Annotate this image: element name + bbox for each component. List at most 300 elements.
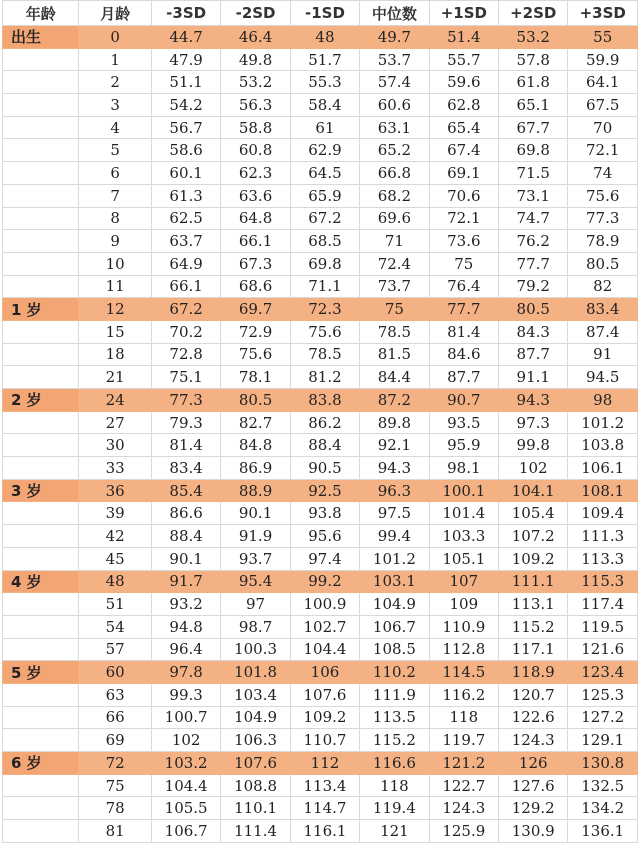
minus3sd-cell: 93.2 [151, 593, 220, 616]
minus3sd-cell: 66.1 [151, 275, 220, 298]
plus1sd-cell: 122.7 [429, 774, 498, 797]
minus3sd-cell: 61.3 [151, 184, 220, 207]
minus1sd-cell: 93.8 [290, 502, 359, 525]
plus2sd-cell: 61.8 [499, 71, 568, 94]
plus2sd-cell: 105.4 [499, 502, 568, 525]
plus2sd-cell: 84.3 [499, 320, 568, 343]
minus3sd-cell: 91.7 [151, 570, 220, 593]
plus2sd-cell: 69.8 [499, 139, 568, 162]
plus2sd-cell: 122.6 [499, 706, 568, 729]
plus3sd-cell: 80.5 [568, 252, 638, 275]
month-cell: 4 [79, 116, 151, 139]
minus1sd-cell: 58.4 [290, 94, 359, 117]
minus2sd-cell: 63.6 [221, 184, 290, 207]
plus1sd-cell: 103.3 [429, 525, 498, 548]
age-group-cell: 4 岁 [3, 570, 79, 593]
table-row [3, 434, 638, 457]
table-row [3, 774, 638, 797]
length-for-age-table [2, 0, 638, 843]
table-row [3, 729, 638, 752]
month-cell: 78 [79, 797, 151, 820]
header-median: 中位数 [360, 1, 429, 26]
minus1sd-cell: 83.8 [290, 389, 359, 412]
age-group-cell [3, 593, 79, 616]
table-row [3, 661, 638, 684]
minus2sd-cell: 86.9 [221, 457, 290, 480]
plus2sd-cell: 118.9 [499, 661, 568, 684]
minus1sd-cell: 116.1 [290, 820, 359, 843]
minus1sd-cell: 81.2 [290, 366, 359, 389]
age-group-cell: 5 岁 [3, 661, 79, 684]
median-cell: 119.4 [360, 797, 429, 820]
plus3sd-cell: 94.5 [568, 366, 638, 389]
month-cell: 54 [79, 615, 151, 638]
minus1sd-cell: 51.7 [290, 48, 359, 71]
age-group-cell [3, 162, 79, 185]
table-row [3, 411, 638, 434]
minus2sd-cell: 69.7 [221, 298, 290, 321]
plus1sd-cell: 81.4 [429, 320, 498, 343]
minus3sd-cell: 85.4 [151, 479, 220, 502]
minus3sd-cell: 77.3 [151, 389, 220, 412]
minus2sd-cell: 68.6 [221, 275, 290, 298]
minus2sd-cell: 101.8 [221, 661, 290, 684]
plus2sd-cell: 57.8 [499, 48, 568, 71]
median-cell: 94.3 [360, 457, 429, 480]
minus2sd-cell: 58.8 [221, 116, 290, 139]
header-age: 年龄 [3, 1, 79, 26]
plus3sd-cell: 106.1 [568, 457, 638, 480]
minus1sd-cell: 112 [290, 752, 359, 775]
plus1sd-cell: 62.8 [429, 94, 498, 117]
plus1sd-cell: 95.9 [429, 434, 498, 457]
table-row [3, 252, 638, 275]
minus1sd-cell: 64.5 [290, 162, 359, 185]
plus1sd-cell: 65.4 [429, 116, 498, 139]
month-cell: 60 [79, 661, 151, 684]
table-row [3, 797, 638, 820]
table-row [3, 320, 638, 343]
minus3sd-cell: 72.8 [151, 343, 220, 366]
minus1sd-cell: 67.2 [290, 207, 359, 230]
minus1sd-cell: 92.5 [290, 479, 359, 502]
month-cell: 30 [79, 434, 151, 457]
plus3sd-cell: 130.8 [568, 752, 638, 775]
minus3sd-cell: 81.4 [151, 434, 220, 457]
age-group-cell [3, 139, 79, 162]
table-row [3, 820, 638, 843]
minus1sd-cell: 104.4 [290, 638, 359, 661]
minus2sd-cell: 110.1 [221, 797, 290, 820]
plus3sd-cell: 125.3 [568, 683, 638, 706]
minus3sd-cell: 47.9 [151, 48, 220, 71]
plus3sd-cell: 109.4 [568, 502, 638, 525]
plus3sd-cell: 67.5 [568, 94, 638, 117]
minus2sd-cell: 93.7 [221, 547, 290, 570]
plus2sd-cell: 80.5 [499, 298, 568, 321]
header-minus3sd: -3SD [151, 1, 220, 26]
plus2sd-cell: 130.9 [499, 820, 568, 843]
median-cell: 97.5 [360, 502, 429, 525]
month-cell: 69 [79, 729, 151, 752]
plus1sd-cell: 72.1 [429, 207, 498, 230]
plus1sd-cell: 75 [429, 252, 498, 275]
table-row [3, 479, 638, 502]
month-cell: 48 [79, 570, 151, 593]
plus2sd-cell: 79.2 [499, 275, 568, 298]
plus2sd-cell: 94.3 [499, 389, 568, 412]
age-group-cell [3, 116, 79, 139]
plus1sd-cell: 124.3 [429, 797, 498, 820]
minus2sd-cell: 60.8 [221, 139, 290, 162]
plus2sd-cell: 97.3 [499, 411, 568, 434]
plus2sd-cell: 124.3 [499, 729, 568, 752]
plus3sd-cell: 136.1 [568, 820, 638, 843]
minus2sd-cell: 100.3 [221, 638, 290, 661]
month-cell: 27 [79, 411, 151, 434]
month-cell: 24 [79, 389, 151, 412]
plus2sd-cell: 87.7 [499, 343, 568, 366]
minus2sd-cell: 98.7 [221, 615, 290, 638]
minus3sd-cell: 94.8 [151, 615, 220, 638]
minus3sd-cell: 100.7 [151, 706, 220, 729]
minus3sd-cell: 102 [151, 729, 220, 752]
age-group-cell [3, 434, 79, 457]
minus3sd-cell: 58.6 [151, 139, 220, 162]
plus2sd-cell: 71.5 [499, 162, 568, 185]
minus1sd-cell: 55.3 [290, 71, 359, 94]
median-cell: 116.6 [360, 752, 429, 775]
minus3sd-cell: 106.7 [151, 820, 220, 843]
minus1sd-cell: 75.6 [290, 320, 359, 343]
minus2sd-cell: 106.3 [221, 729, 290, 752]
table-row [3, 706, 638, 729]
plus1sd-cell: 69.1 [429, 162, 498, 185]
plus3sd-cell: 59.9 [568, 48, 638, 71]
age-group-cell [3, 207, 79, 230]
median-cell: 66.8 [360, 162, 429, 185]
minus3sd-cell: 97.8 [151, 661, 220, 684]
minus2sd-cell: 82.7 [221, 411, 290, 434]
plus3sd-cell: 132.5 [568, 774, 638, 797]
median-cell: 96.3 [360, 479, 429, 502]
table-row [3, 275, 638, 298]
plus3sd-cell: 74 [568, 162, 638, 185]
minus1sd-cell: 62.9 [290, 139, 359, 162]
age-group-cell [3, 457, 79, 480]
table-row [3, 502, 638, 525]
table-row [3, 389, 638, 412]
plus1sd-cell: 110.9 [429, 615, 498, 638]
plus3sd-cell: 91 [568, 343, 638, 366]
minus3sd-cell: 67.2 [151, 298, 220, 321]
plus3sd-cell: 77.3 [568, 207, 638, 230]
age-group-cell [3, 366, 79, 389]
minus2sd-cell: 97 [221, 593, 290, 616]
median-cell: 78.5 [360, 320, 429, 343]
minus1sd-cell: 106 [290, 661, 359, 684]
minus1sd-cell: 95.6 [290, 525, 359, 548]
month-cell: 12 [79, 298, 151, 321]
plus1sd-cell: 87.7 [429, 366, 498, 389]
minus2sd-cell: 107.6 [221, 752, 290, 775]
header-plus3sd: +3SD [568, 1, 638, 26]
median-cell: 87.2 [360, 389, 429, 412]
plus2sd-cell: 73.1 [499, 184, 568, 207]
median-cell: 57.4 [360, 71, 429, 94]
minus1sd-cell: 65.9 [290, 184, 359, 207]
month-cell: 9 [79, 230, 151, 253]
month-cell: 63 [79, 683, 151, 706]
minus2sd-cell: 62.3 [221, 162, 290, 185]
plus3sd-cell: 134.2 [568, 797, 638, 820]
minus2sd-cell: 103.4 [221, 683, 290, 706]
plus2sd-cell: 65.1 [499, 94, 568, 117]
minus2sd-cell: 53.2 [221, 71, 290, 94]
table-row [3, 116, 638, 139]
age-group-cell [3, 343, 79, 366]
minus2sd-cell: 90.1 [221, 502, 290, 525]
minus1sd-cell: 61 [290, 116, 359, 139]
table-row [3, 162, 638, 185]
plus1sd-cell: 51.4 [429, 26, 498, 49]
median-cell: 108.5 [360, 638, 429, 661]
plus2sd-cell: 76.2 [499, 230, 568, 253]
plus3sd-cell: 70 [568, 116, 638, 139]
minus3sd-cell: 83.4 [151, 457, 220, 480]
minus3sd-cell: 88.4 [151, 525, 220, 548]
plus3sd-cell: 111.3 [568, 525, 638, 548]
table-row [3, 615, 638, 638]
minus3sd-cell: 105.5 [151, 797, 220, 820]
median-cell: 89.8 [360, 411, 429, 434]
plus2sd-cell: 53.2 [499, 26, 568, 49]
age-group-cell [3, 502, 79, 525]
minus2sd-cell: 66.1 [221, 230, 290, 253]
median-cell: 84.4 [360, 366, 429, 389]
minus1sd-cell: 72.3 [290, 298, 359, 321]
minus1sd-cell: 90.5 [290, 457, 359, 480]
month-cell: 57 [79, 638, 151, 661]
median-cell: 118 [360, 774, 429, 797]
minus3sd-cell: 56.7 [151, 116, 220, 139]
plus3sd-cell: 72.1 [568, 139, 638, 162]
table-row [3, 71, 638, 94]
minus3sd-cell: 70.2 [151, 320, 220, 343]
header-minus2sd: -2SD [221, 1, 290, 26]
minus1sd-cell: 114.7 [290, 797, 359, 820]
median-cell: 69.6 [360, 207, 429, 230]
table-row [3, 139, 638, 162]
plus1sd-cell: 70.6 [429, 184, 498, 207]
month-cell: 5 [79, 139, 151, 162]
minus3sd-cell: 44.7 [151, 26, 220, 49]
plus3sd-cell: 121.6 [568, 638, 638, 661]
month-cell: 2 [79, 71, 151, 94]
minus1sd-cell: 88.4 [290, 434, 359, 457]
plus1sd-cell: 84.6 [429, 343, 498, 366]
month-cell: 42 [79, 525, 151, 548]
plus3sd-cell: 64.1 [568, 71, 638, 94]
minus1sd-cell: 97.4 [290, 547, 359, 570]
plus3sd-cell: 75.6 [568, 184, 638, 207]
minus3sd-cell: 64.9 [151, 252, 220, 275]
minus2sd-cell: 104.9 [221, 706, 290, 729]
plus2sd-cell: 129.2 [499, 797, 568, 820]
table-row [3, 94, 638, 117]
minus3sd-cell: 60.1 [151, 162, 220, 185]
minus3sd-cell: 54.2 [151, 94, 220, 117]
minus2sd-cell: 111.4 [221, 820, 290, 843]
minus2sd-cell: 56.3 [221, 94, 290, 117]
table-row [3, 26, 638, 49]
month-cell: 0 [79, 26, 151, 49]
plus1sd-cell: 73.6 [429, 230, 498, 253]
plus1sd-cell: 118 [429, 706, 498, 729]
month-cell: 33 [79, 457, 151, 480]
minus2sd-cell: 88.9 [221, 479, 290, 502]
plus1sd-cell: 93.5 [429, 411, 498, 434]
table-row [3, 343, 638, 366]
plus1sd-cell: 76.4 [429, 275, 498, 298]
month-cell: 11 [79, 275, 151, 298]
month-cell: 8 [79, 207, 151, 230]
age-group-cell [3, 547, 79, 570]
median-cell: 104.9 [360, 593, 429, 616]
plus1sd-cell: 90.7 [429, 389, 498, 412]
median-cell: 75 [360, 298, 429, 321]
median-cell: 110.2 [360, 661, 429, 684]
minus2sd-cell: 64.8 [221, 207, 290, 230]
month-cell: 72 [79, 752, 151, 775]
minus1sd-cell: 78.5 [290, 343, 359, 366]
minus2sd-cell: 67.3 [221, 252, 290, 275]
month-cell: 3 [79, 94, 151, 117]
plus3sd-cell: 113.3 [568, 547, 638, 570]
month-cell: 75 [79, 774, 151, 797]
age-group-cell [3, 638, 79, 661]
median-cell: 63.1 [360, 116, 429, 139]
age-group-cell [3, 252, 79, 275]
month-cell: 36 [79, 479, 151, 502]
age-group-cell: 3 岁 [3, 479, 79, 502]
plus2sd-cell: 127.6 [499, 774, 568, 797]
age-group-cell [3, 71, 79, 94]
age-group-cell [3, 706, 79, 729]
table-row [3, 593, 638, 616]
minus2sd-cell: 72.9 [221, 320, 290, 343]
plus1sd-cell: 125.9 [429, 820, 498, 843]
minus1sd-cell: 99.2 [290, 570, 359, 593]
plus2sd-cell: 111.1 [499, 570, 568, 593]
plus3sd-cell: 82 [568, 275, 638, 298]
table-row [3, 683, 638, 706]
plus1sd-cell: 100.1 [429, 479, 498, 502]
plus2sd-cell: 99.8 [499, 434, 568, 457]
plus2sd-cell: 102 [499, 457, 568, 480]
minus1sd-cell: 71.1 [290, 275, 359, 298]
minus3sd-cell: 99.3 [151, 683, 220, 706]
median-cell: 71 [360, 230, 429, 253]
plus2sd-cell: 91.1 [499, 366, 568, 389]
minus3sd-cell: 75.1 [151, 366, 220, 389]
plus2sd-cell: 104.1 [499, 479, 568, 502]
month-cell: 39 [79, 502, 151, 525]
age-group-cell [3, 683, 79, 706]
median-cell: 99.4 [360, 525, 429, 548]
minus3sd-cell: 90.1 [151, 547, 220, 570]
plus2sd-cell: 107.2 [499, 525, 568, 548]
table-row [3, 570, 638, 593]
age-group-cell [3, 797, 79, 820]
plus2sd-cell: 120.7 [499, 683, 568, 706]
minus2sd-cell: 78.1 [221, 366, 290, 389]
month-cell: 1 [79, 48, 151, 71]
plus1sd-cell: 59.6 [429, 71, 498, 94]
median-cell: 73.7 [360, 275, 429, 298]
table-row [3, 457, 638, 480]
minus2sd-cell: 46.4 [221, 26, 290, 49]
plus1sd-cell: 77.7 [429, 298, 498, 321]
table-row [3, 230, 638, 253]
minus3sd-cell: 51.1 [151, 71, 220, 94]
median-cell: 115.2 [360, 729, 429, 752]
median-cell: 92.1 [360, 434, 429, 457]
plus1sd-cell: 67.4 [429, 139, 498, 162]
plus1sd-cell: 112.8 [429, 638, 498, 661]
table-row [3, 207, 638, 230]
table-body [3, 26, 638, 843]
plus3sd-cell: 108.1 [568, 479, 638, 502]
minus3sd-cell: 79.3 [151, 411, 220, 434]
table-row [3, 48, 638, 71]
plus3sd-cell: 55 [568, 26, 638, 49]
plus1sd-cell: 105.1 [429, 547, 498, 570]
median-cell: 81.5 [360, 343, 429, 366]
age-group-cell [3, 411, 79, 434]
age-group-cell [3, 525, 79, 548]
minus3sd-cell: 86.6 [151, 502, 220, 525]
minus3sd-cell: 62.5 [151, 207, 220, 230]
plus3sd-cell: 129.1 [568, 729, 638, 752]
median-cell: 60.6 [360, 94, 429, 117]
minus3sd-cell: 104.4 [151, 774, 220, 797]
plus2sd-cell: 117.1 [499, 638, 568, 661]
minus1sd-cell: 86.2 [290, 411, 359, 434]
month-cell: 6 [79, 162, 151, 185]
age-group-cell [3, 729, 79, 752]
plus1sd-cell: 101.4 [429, 502, 498, 525]
age-group-cell [3, 94, 79, 117]
minus1sd-cell: 109.2 [290, 706, 359, 729]
age-group-cell [3, 230, 79, 253]
age-group-cell [3, 774, 79, 797]
plus3sd-cell: 115.3 [568, 570, 638, 593]
median-cell: 113.5 [360, 706, 429, 729]
month-cell: 15 [79, 320, 151, 343]
month-cell: 21 [79, 366, 151, 389]
month-cell: 10 [79, 252, 151, 275]
minus1sd-cell: 100.9 [290, 593, 359, 616]
age-group-cell: 1 岁 [3, 298, 79, 321]
minus1sd-cell: 113.4 [290, 774, 359, 797]
table-row [3, 547, 638, 570]
age-group-cell [3, 275, 79, 298]
minus1sd-cell: 107.6 [290, 683, 359, 706]
plus3sd-cell: 123.4 [568, 661, 638, 684]
plus1sd-cell: 98.1 [429, 457, 498, 480]
plus1sd-cell: 114.5 [429, 661, 498, 684]
